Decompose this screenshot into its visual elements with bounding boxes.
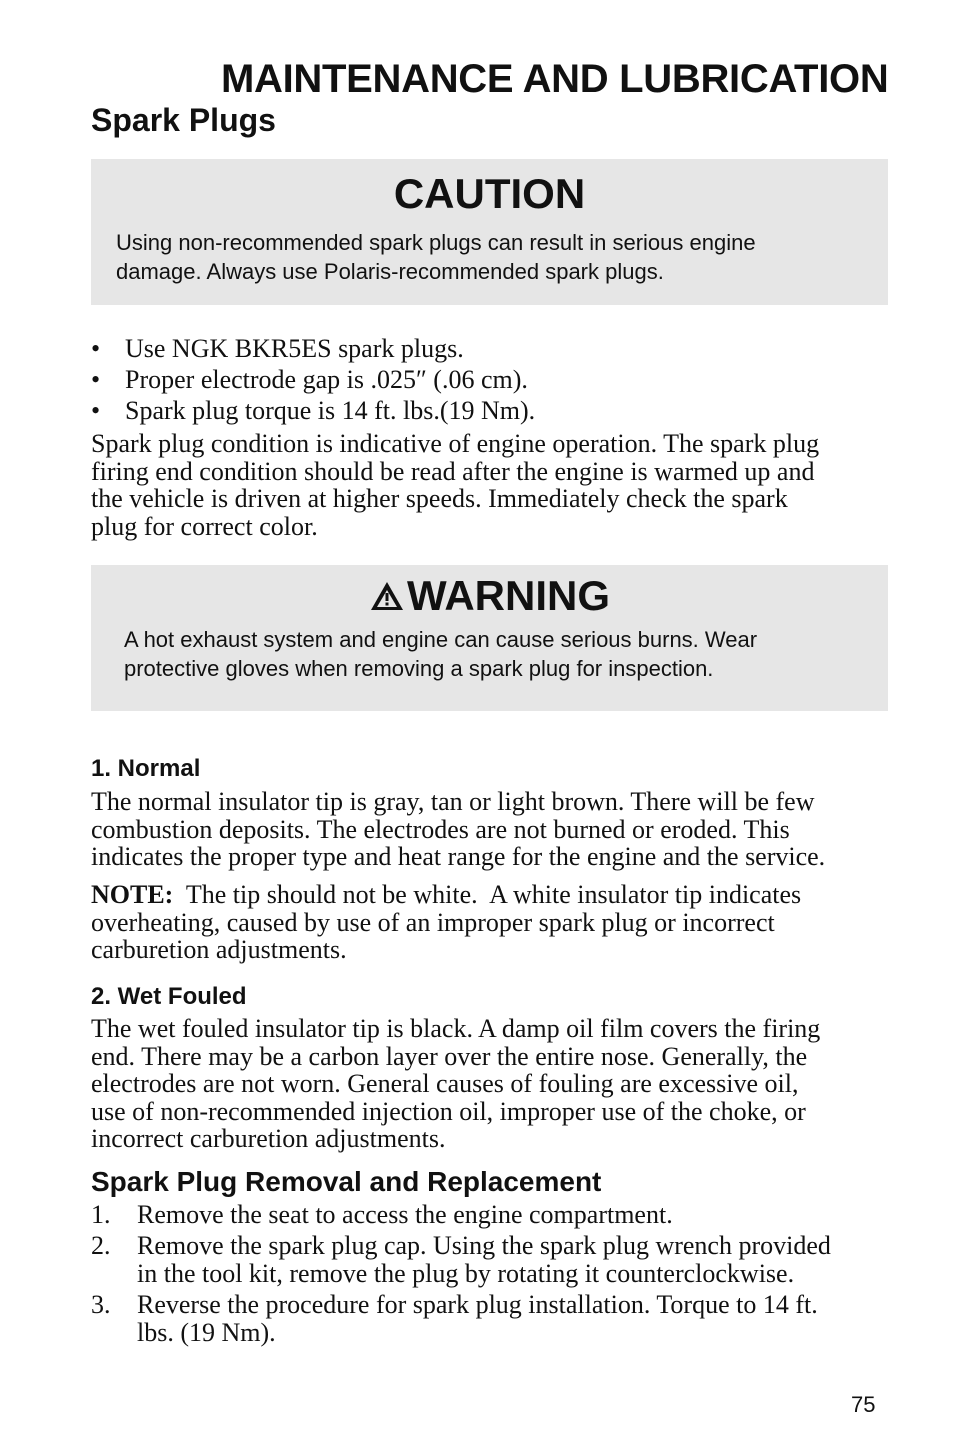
paragraph-line: firing end condition should be read after the engine is warmed up and bbox=[91, 456, 815, 486]
removal-step bbox=[91, 1232, 831, 1288]
step-number: 3. bbox=[91, 1290, 111, 1319]
paragraph-line: plug for correct color. bbox=[91, 511, 318, 541]
caution-text bbox=[116, 228, 756, 286]
warning-triangle-icon bbox=[369, 580, 405, 612]
step-number: 2. bbox=[91, 1231, 111, 1260]
section-title: MAINTENANCE AND LUBRICATION bbox=[221, 57, 889, 101]
spec-bullet-text: Use NGK BKR5ES spark plugs. bbox=[125, 334, 464, 363]
paragraph-line: combustion deposits. The electrodes are not burned or eroded. This bbox=[91, 814, 790, 844]
caution-line: Using non-recommended spark plugs can result in serious engine bbox=[116, 230, 756, 255]
spec-bullet bbox=[91, 395, 535, 426]
paragraph-line: use of non-recommended injection oil, improper use of the choke, or bbox=[91, 1096, 806, 1126]
spec-bullet-text: Spark plug torque is 14 ft. lbs.(19 Nm). bbox=[125, 396, 536, 425]
removal-heading: Spark Plug Removal and Replacement bbox=[91, 1166, 602, 1197]
paragraph-line: the vehicle is driven at higher speeds. Immediately check the spark bbox=[91, 484, 788, 513]
note-first-line bbox=[91, 881, 891, 909]
warning-heading: WARNING bbox=[407, 572, 610, 619]
caution-line: damage. Always use Polaris-recommended spark plugs. bbox=[116, 259, 664, 284]
wet-fouled-heading: 2. Wet Fouled bbox=[91, 983, 247, 1010]
warning-box bbox=[91, 565, 888, 711]
spec-bullet bbox=[91, 364, 535, 395]
warning-heading-row bbox=[91, 571, 888, 621]
warning-line: A hot exhaust system and engine can cause serious burns. Wear bbox=[124, 627, 758, 652]
paragraph-line: indicates the proper type and heat range for the engine and the service. bbox=[91, 842, 826, 871]
wet-fouled-paragraph bbox=[91, 1015, 891, 1153]
note-text: The tip should not be white. A white insulator tip indicates bbox=[173, 880, 802, 909]
bullet-glyph: • bbox=[91, 334, 101, 363]
removal-step bbox=[91, 1291, 831, 1347]
paragraph-line: The normal insulator tip is gray, tan or light brown. There will be few bbox=[91, 787, 815, 816]
step-line: lbs. (19 Nm). bbox=[137, 1318, 276, 1347]
spec-bullet-list bbox=[91, 333, 535, 426]
paragraph-line: The wet fouled insulator tip is black. A damp oil film covers the firing bbox=[91, 1014, 821, 1043]
normal-note bbox=[91, 881, 891, 964]
bullet-glyph: • bbox=[91, 396, 101, 425]
step-line: Reverse the procedure for spark plug installation. Torque to 14 ft. bbox=[137, 1290, 818, 1319]
paragraph-line: overheating, caused by use of an improper spark plug or incorrect bbox=[91, 907, 775, 937]
removal-steps bbox=[91, 1201, 831, 1350]
condition-paragraph bbox=[91, 430, 891, 540]
caution-heading: CAUTION bbox=[393, 170, 586, 217]
paragraph-line: end. There may be a carbon layer over the entire nose. Generally, the bbox=[91, 1041, 808, 1071]
note-label: NOTE: bbox=[91, 880, 174, 909]
caution-box bbox=[91, 159, 888, 305]
normal-paragraph bbox=[91, 788, 891, 871]
page-number: 75 bbox=[851, 1392, 876, 1417]
paragraph-line: electrodes are not worn. General causes of fouling are excessive oil, bbox=[91, 1069, 799, 1098]
step-line: in the tool kit, remove the plug by rotating it counterclockwise. bbox=[137, 1259, 795, 1288]
warning-line: protective gloves when removing a spark plug for inspection. bbox=[124, 656, 714, 681]
warning-text bbox=[124, 625, 757, 683]
step-number: 1. bbox=[91, 1200, 111, 1229]
bullet-glyph: • bbox=[91, 365, 101, 394]
step-line: Remove the spark plug cap. Using the spark plug wrench provided bbox=[137, 1231, 831, 1260]
paragraph-line: incorrect carburetion adjustments. bbox=[91, 1124, 446, 1153]
paragraph-line: Spark plug condition is indicative of engine operation. The spark plug bbox=[91, 429, 820, 458]
paragraph-line: carburetion adjustments. bbox=[91, 935, 347, 964]
subsection-title: Spark Plugs bbox=[91, 102, 276, 138]
spec-bullet bbox=[91, 333, 535, 364]
spec-bullet-text: Proper electrode gap is .025″ (.06 cm). bbox=[125, 365, 528, 394]
removal-step bbox=[91, 1201, 831, 1229]
step-line: Remove the seat to access the engine compartment. bbox=[137, 1200, 673, 1229]
normal-heading: 1. Normal bbox=[91, 755, 201, 782]
